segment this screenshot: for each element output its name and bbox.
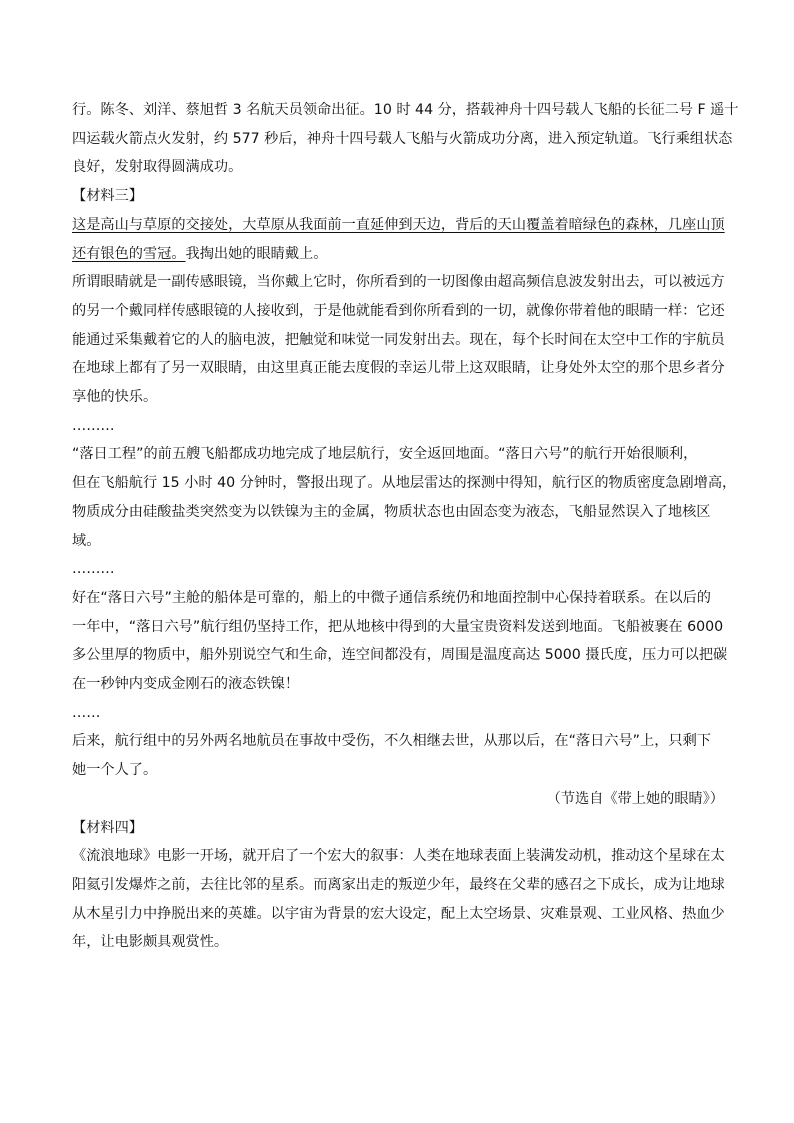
paragraph-line: 的另一个戴同样传感眼镜的人接收到，于是他就能看到你所看到的一切，就像你带着他的眼睛一样：它还: [72, 302, 725, 319]
paragraph-line: 她一个人了。: [72, 762, 158, 779]
paragraph-line: 从木星引力中挣脱出来的英雄。以宇宙为背景的宏大设定，配上太空场景、灾难景观、工业风格、热血少: [72, 905, 725, 922]
paragraph-line: 后来，航行组中的另外两名地航员在事故中受伤，不久相继去世，从那以后，在“落日六号”上，只剩下: [72, 733, 711, 750]
paragraph-line: [72, 240, 724, 269]
paragraph-line: 所谓眼睛就是一副传感眼镜，当你戴上它时，你所看到的一切图像由超高频信息波发射出去，可以被远方: [72, 274, 725, 291]
paragraph-line: 在一秒钟内变成金刚石的液态铁镍！: [72, 676, 300, 693]
paragraph-line: 《流浪地球》电影一开场，就开启了一个宏大的叙事：人类在地球表面上装满发动机，推动这个星球在太: [72, 848, 725, 865]
underlined-text: 还有银色的雪冠。: [72, 245, 186, 262]
paragraph-line: 在地球上都有了另一双眼睛，由这里真正能去度假的幸运儿带上这双眼睛，让身处外太空的那个思乡者分: [72, 360, 725, 377]
paragraph-line: 能通过采集戴着它的人的脑电波，把触觉和味觉一同发射出去。现在，每个长时间在太空中工作的宇航员: [72, 331, 725, 348]
paragraph-line: 年，让电影颇具观赏性。: [72, 934, 229, 951]
paragraph-line: 良好，发射取得圆满成功。: [72, 159, 243, 176]
underlined-line: 这是高山与草原的交接处，大草原从我面前一直延伸到天边，背后的天山覆盖着暗绿色的森林，几座山顶: [72, 216, 725, 233]
paragraph-line: 但在飞船航行 15 小时 40 分钟时，警报出现了。从地层雷达的探测中得知，航行区的物质密度急剧增高，: [72, 475, 737, 492]
paragraph-line: 阳氦引发爆炸之前，去往比邻的星系。而离家出走的叛逆少年，最终在父辈的感召之下成长，成为让地球: [72, 876, 725, 893]
ellipsis: ……: [72, 704, 101, 721]
plain-text: 我掏出她的眼睛戴上。: [185, 245, 328, 262]
paragraph-line: 一年中，“落日六号”航行组仍坚持工作，把从地核中得到的大量宝贵资料发送到地面。飞船被裹在 6000: [72, 618, 724, 635]
section-heading-material-4: 【材料四】: [72, 819, 143, 836]
ellipsis: ………: [72, 561, 115, 578]
paragraph-line: 四运载火箭点火发射，约 577 秒后，神舟十四号载人飞船与火箭成功分离，进入预定轨道。飞行乘组状态: [72, 130, 733, 147]
source-citation: （节选自《带上她的眼睛》）: [546, 790, 724, 807]
paragraph-line: 行。陈冬、刘洋、蔡旭哲 3 名航天员领命出征。10 时 44 分，搭载神舟十四号载人飞船的长征二号 F 遥十: [72, 102, 739, 118]
document-body: [72, 96, 739, 957]
paragraph-line: 多公里厚的物质中，船外别说空气和生命，连空间都没有，周围是温度高达 5000 摄氏度，压力可以把碳: [72, 647, 728, 664]
paragraph-line: 好在“落日六号”主舱的船体是可靠的，船上的中微子通信系统仍和地面控制中心保持着联系。在以后的: [72, 589, 711, 606]
paragraph-line: “落日工程”的前五艘飞船都成功地完成了地层航行，安全返回地面。“落日六号”的航行开始很顺利，: [72, 446, 698, 463]
ellipsis: ………: [72, 417, 115, 434]
paragraph-line: 物质成分由硅酸盐类突然变为以铁镍为主的金属，物质状态也由固态变为液态，飞船显然误入了地核区: [72, 503, 711, 520]
paragraph-line: 域。: [72, 532, 101, 549]
section-heading-material-3: 【材料三】: [72, 188, 143, 205]
paragraph-line: 享他的快乐。: [72, 389, 158, 406]
